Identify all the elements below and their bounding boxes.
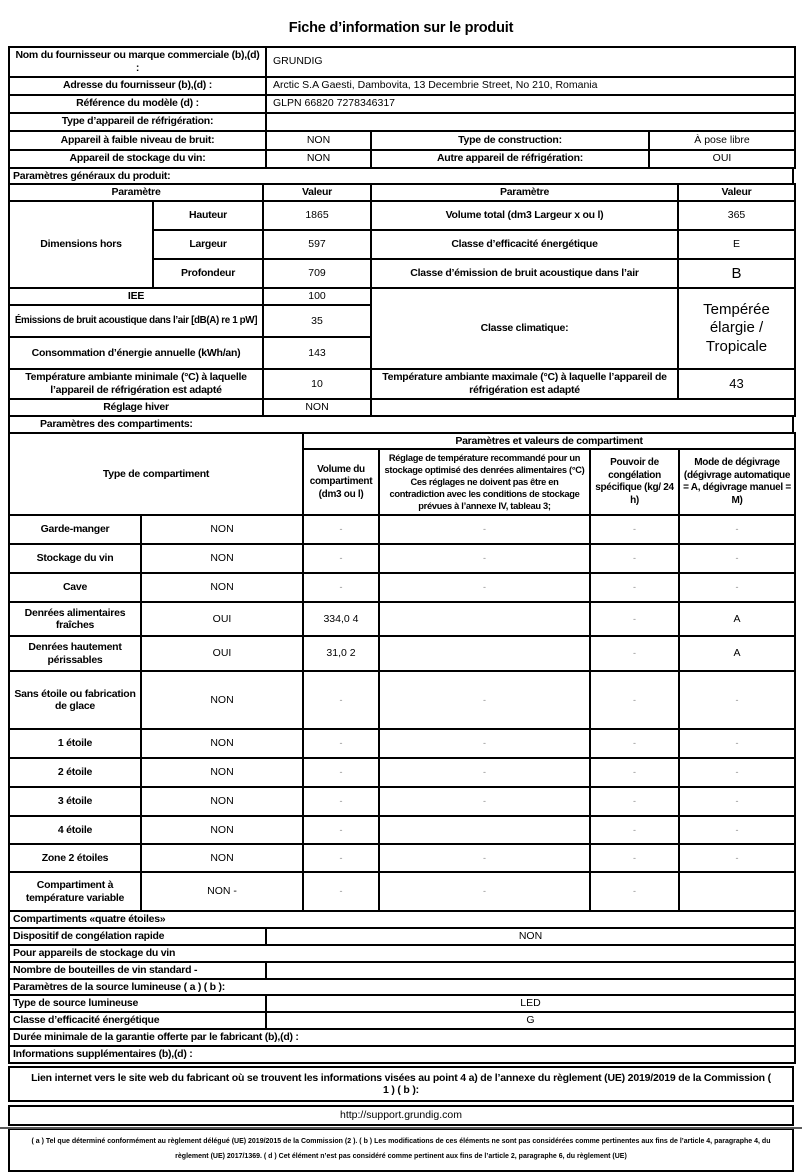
freezing-capacity-column-header: Pouvoir de congélation spécifique (kg/ 24 h) [590,449,679,515]
table-row [9,995,795,1012]
empty-cell [371,399,795,416]
iee-label: IEE [9,288,263,305]
max-ambient-temp-value: 43 [678,369,795,399]
compartment-volume: - [303,758,379,787]
compartment-capacity: - [590,573,679,602]
compartment-type: Zone 2 étoiles [9,844,141,872]
compartment-type: 2 étoile [9,758,141,787]
compartment-type: Cave [9,573,141,602]
compartments-section-label: Paramètres des compartiments: [9,416,793,433]
compartment-capacity: - [590,602,679,636]
construction-type-value: À pose libre [649,131,795,150]
model-ref-label: Référence du modèle (d) : [9,95,266,113]
fast-freeze-label: Dispositif de congélation rapide [9,928,266,945]
compartment-present: NON [141,544,303,573]
low-noise-label: Appareil à faible niveau de bruit: [9,131,266,150]
compartment-present: OUI [141,636,303,671]
wine-storage-value: NON [266,150,371,168]
height-value: 1865 [263,201,371,230]
compartment-temp: - [379,515,590,544]
compartment-temp: - [379,844,590,872]
compartment-present: NON [141,787,303,816]
compartment-temp: - [379,544,590,573]
compartment-volume: - [303,729,379,758]
compartment-defrost: A [679,636,795,671]
table-row [9,928,795,945]
winter-setting-label: Réglage hiver [9,399,263,416]
min-ambient-temp-label: Température ambiante minimale (°C) à laquelle l’appareil de réfrigération est adapté [9,369,263,399]
wine-bottles-label: Nombre de bouteilles de vin standard - [9,962,266,979]
compartments-table [8,432,796,913]
compartment-capacity: - [590,729,679,758]
total-volume-value: 365 [678,201,795,230]
compartment-row [9,573,795,602]
compartment-volume: - [303,515,379,544]
compartment-volume: 31,0 2 [303,636,379,671]
compartment-temp: - [379,573,590,602]
compartment-type-header: Type de compartiment [9,433,303,516]
compartment-row [9,515,795,544]
compartment-present: NON [141,729,303,758]
iee-value: 100 [263,288,371,305]
temperature-column-header: Réglage de température recommandé pour un stockage optimisé des denrées alimentaires (°C) Ces réglages ne doivent pas être en contradiction avec les conditions de stockage prévues à l’annexe IV, tableau 3; [379,449,590,515]
noise-class-value: B [678,259,795,288]
compartment-defrost: - [679,787,795,816]
light-source-type-label: Type de source lumineuse [9,995,266,1012]
depth-value: 709 [263,259,371,288]
noise-emission-value: 35 [263,305,371,337]
general-section-label: Paramètres généraux du produit: [9,168,793,185]
compartment-temp: - [379,729,590,758]
table-row [9,962,795,979]
compartment-row [9,602,795,636]
general-params-table [8,183,796,416]
noise-class-label: Classe d’émission de bruit acoustique dans l’air [371,259,678,288]
table-row [9,1012,795,1029]
warranty-label: Durée minimale de la garantie offerte par le fabricant (b),(d) : [9,1029,795,1046]
value-header-left: Valeur [263,184,371,201]
low-noise-value: NON [266,131,371,150]
noise-emission-label: Émissions de bruit acoustique dans l’air [dB(A) re 1 pW] [9,305,263,337]
table-row [9,399,795,416]
table-header-row [9,433,795,450]
wine-appliances-label: Pour appareils de stockage du vin [9,945,795,962]
energy-class-label: Classe d’efficacité énergétique [371,230,678,259]
supplier-address-label: Adresse du fournisseur (b),(d) : [9,77,266,95]
compartment-row [9,758,795,787]
supplier-name-value: GRUNDIG [266,47,795,77]
support-url-box [8,1105,794,1126]
light-source-type-value: LED [266,995,795,1012]
compartment-temp: - [379,872,590,911]
compartment-defrost: - [679,729,795,758]
table-row [9,416,793,433]
compartment-volume: - [303,573,379,602]
other-appliance-value: OUI [649,150,795,168]
table-row [9,113,795,131]
compartment-row [9,671,795,729]
depth-label: Profondeur [153,259,263,288]
compartment-capacity: - [590,844,679,872]
compartment-row [9,636,795,671]
table-row [9,288,795,305]
document-content [8,46,794,1172]
compartment-temp: - [379,671,590,729]
total-volume-label: Volume total (dm3 Largeur x ou l) [371,201,678,230]
compartment-present: NON [141,515,303,544]
compartment-defrost: - [679,671,795,729]
light-source-section-label: Paramètres de la source lumineuse ( a ) ( b ): [9,979,795,996]
energy-class-value: E [678,230,795,259]
compartment-volume: - [303,671,379,729]
compartment-volume: - [303,816,379,844]
compartment-row [9,844,795,872]
compartment-type: Garde-manger [9,515,141,544]
wine-bottles-value [266,962,795,979]
compartment-group-header: Paramètres et valeurs de compartiment [303,433,795,450]
compartment-capacity: - [590,671,679,729]
compartment-present: NON [141,816,303,844]
compartment-type: 4 étoile [9,816,141,844]
compartment-row [9,816,795,844]
manufacturer-link-note: Lien internet vers le site web du fabricant où se trouvent les informations visées au point 4 a) de l’annexe du règlement (UE) 2019/2019 de la Commission ( 1 ) ( b ): [8,1066,794,1102]
fast-freeze-value: NON [266,928,795,945]
table-row [9,945,795,962]
max-ambient-temp-label: Température ambiante maximale (°C) à laquelle l’appareil de réfrigération est adapté [371,369,678,399]
width-label: Largeur [153,230,263,259]
compartment-row [9,787,795,816]
compartment-defrost: - [679,573,795,602]
compartment-present: OUI [141,602,303,636]
table-row [9,77,795,95]
compartment-defrost: - [679,816,795,844]
table-row [9,150,795,168]
param-header-left: Paramètre [9,184,263,201]
compartment-capacity: - [590,544,679,573]
compartment-capacity: - [590,787,679,816]
table-row [9,369,795,399]
param-header-right: Paramètre [371,184,678,201]
compartment-type: 3 étoile [9,787,141,816]
compartment-type: Sans étoile ou fabrication de glace [9,671,141,729]
dimensions-label: Dimensions hors [9,201,153,288]
compartment-temp [379,602,590,636]
page-title: Fiche d’information sur le produit [288,20,514,36]
energy-consumption-value: 143 [263,337,371,369]
min-ambient-temp-value: 10 [263,369,371,399]
compartment-present: NON [141,844,303,872]
appliance-type-label: Type d’appareil de réfrigération: [9,113,266,131]
support-url-link[interactable]: http://support.grundig.com [340,1109,462,1122]
climate-class-label: Classe climatique: [371,288,678,369]
compartment-volume: - [303,872,379,911]
compartment-type: Compartiment à température variable [9,872,141,911]
compartment-type: Stockage du vin [9,544,141,573]
height-label: Hauteur [153,201,263,230]
table-row [9,95,795,113]
table-row [9,168,793,185]
table-row [9,131,795,150]
supplier-name-label: Nom du fournisseur ou marque commerciale (b),(d) : [9,47,266,77]
compartment-present: NON [141,671,303,729]
compartment-defrost: - [679,758,795,787]
table-row [9,911,795,928]
compartment-present: NON [141,573,303,602]
compartment-volume: 334,0 4 [303,602,379,636]
compartment-volume: - [303,787,379,816]
footnote: ( a ) Tel que déterminé conformément au règlement délégué (UE) 2019/2015 de la Commission (2 ). ( b ) Les modifications de ces éléments ne sont pas considérées comme pertinentes aux fins de l’article 4, paragraphe 4, du règlement (UE) 2017/1369. ( d ) Cet élément n’est pas considéré comme pertinent aux fins de l’article 2, paragraphe 6, du règlement (UE) [8,1128,794,1172]
climate-class-value: Tempérée élargie / Tropicale [678,288,795,369]
compartment-defrost: - [679,544,795,573]
additional-info-label: Informations supplémentaires (b),(d) : [9,1046,795,1063]
page-bottom-rule [0,1127,802,1129]
table-row [9,979,795,996]
value-header-right: Valeur [678,184,795,201]
compartment-row [9,729,795,758]
appliance-type-value [266,113,795,131]
compartment-type: 1 étoile [9,729,141,758]
other-appliance-label: Autre appareil de réfrigération: [371,150,649,168]
compartment-defrost: - [679,515,795,544]
compartment-capacity: - [590,636,679,671]
light-energy-class-label: Classe d’efficacité énergétique [9,1012,266,1029]
width-value: 597 [263,230,371,259]
volume-column-header: Volume du compartiment (dm3 ou l) [303,449,379,515]
compartment-temp: - [379,758,590,787]
compartment-capacity: - [590,515,679,544]
compartment-row [9,544,795,573]
defrost-mode-column-header: Mode de dégivrage (dégivrage automatique = A, dégivrage manuel = M) [679,449,795,515]
four-star-compartments-label: Compartiments «quatre étoiles» [9,911,795,928]
compartment-capacity: - [590,816,679,844]
compartment-volume: - [303,844,379,872]
compartment-row [9,872,795,911]
winter-setting-value: NON [263,399,371,416]
compartment-capacity: - [590,872,679,911]
compartment-present: NON - [141,872,303,911]
table-row [9,1046,795,1063]
table-row [9,201,795,230]
compartment-type: Denrées hautement périssables [9,636,141,671]
compartment-type: Denrées alimentaires fraîches [9,602,141,636]
compartment-defrost [679,872,795,911]
energy-consumption-label: Consommation d’énergie annuelle (kWh/an) [9,337,263,369]
compartment-temp [379,816,590,844]
table-header-row [9,184,795,201]
compartment-temp: - [379,787,590,816]
compartment-temp [379,636,590,671]
model-ref-value: GLPN 66820 7278346317 [266,95,795,113]
table-row [9,1029,795,1046]
bottom-rows-table [8,910,796,1063]
supplier-address-value: Arctic S.A Gaesti, Dambovita, 13 Decembrie Street, No 210, Romania [266,77,795,95]
compartment-volume: - [303,544,379,573]
compartment-capacity: - [590,758,679,787]
construction-type-label: Type de construction: [371,131,649,150]
wine-storage-label: Appareil de stockage du vin: [9,150,266,168]
compartment-defrost: A [679,602,795,636]
compartment-present: NON [141,758,303,787]
table-row [9,47,795,77]
supplier-info-table [8,46,796,169]
light-energy-class-value: G [266,1012,795,1029]
compartment-defrost: - [679,844,795,872]
